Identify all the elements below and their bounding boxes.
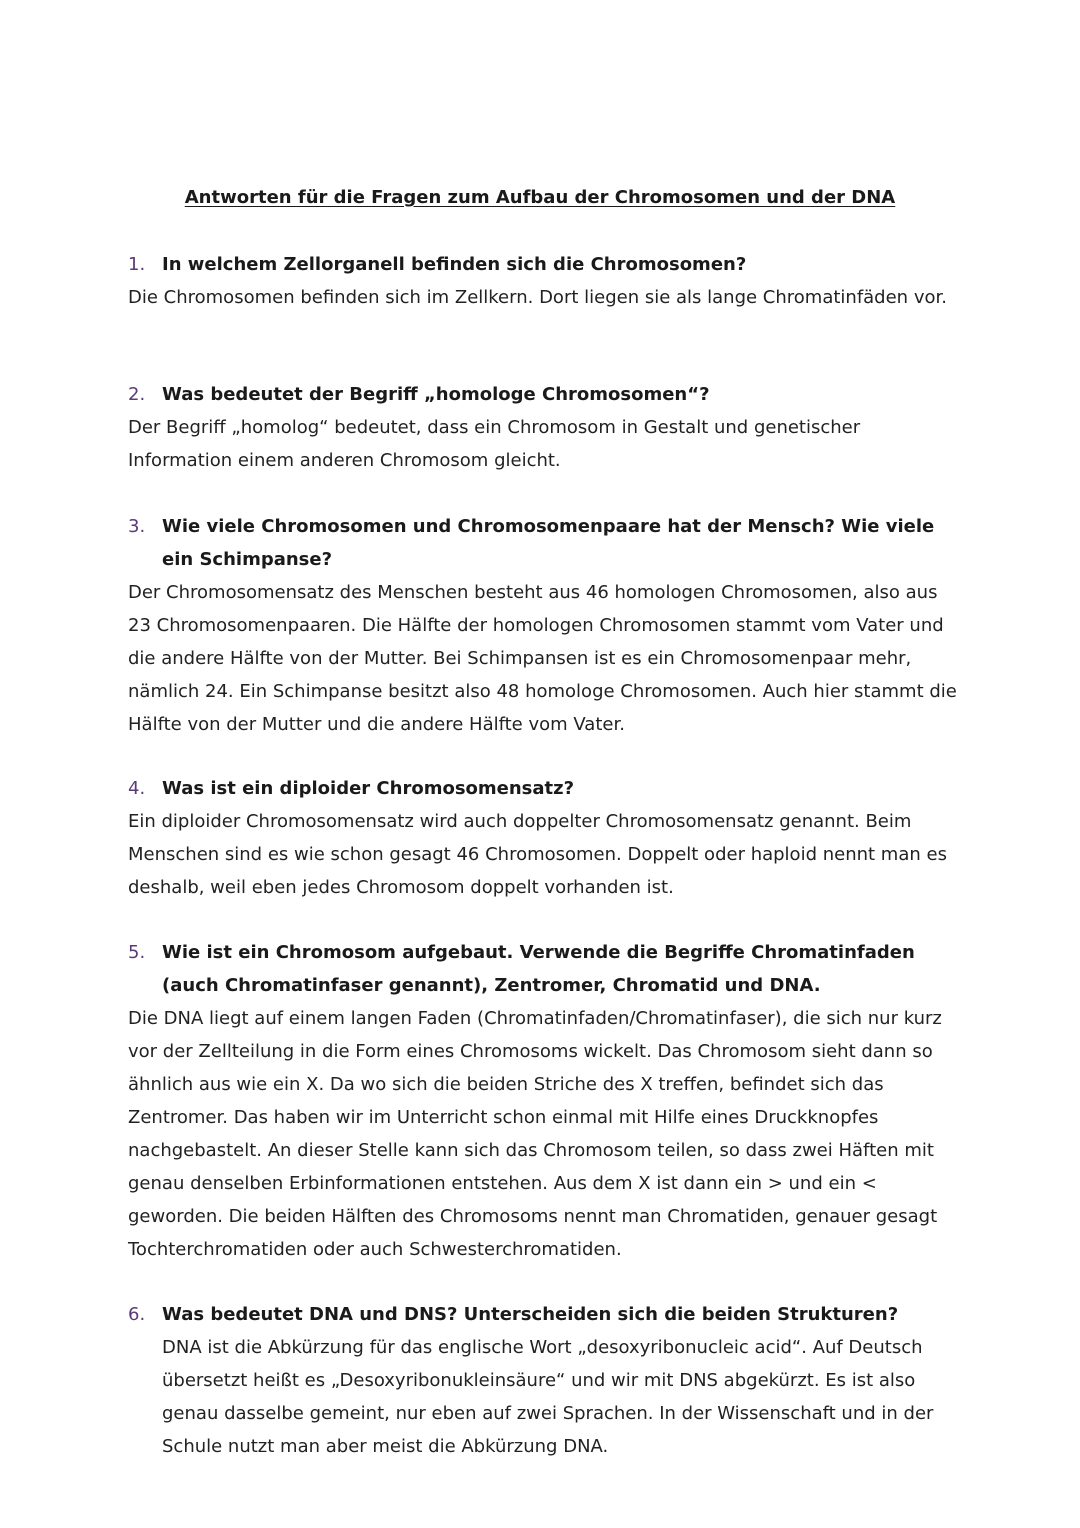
qa-item-5 [128,936,958,1266]
question-number: 6. [128,1304,146,1325]
question-number: 4. [128,778,146,799]
answer-5: Die DNA liegt auf einem langen Faden (Chromatinfaden/Chromatinfaser), die sich nur kurz vor der Zellteilung in die Form eines Chromosoms wickelt. Das Chromosom sieht dann so ähnlich aus wie ein X. Da wo sich die beiden Striche des X treffen, befindet sich das Zentromer. Das haben wir im Unterricht schon einmal mit Hilfe eines Druckknopfes nachgebastelt. An dieser Stelle kann sich das Chromosom teilen, so dass zwei Häften mit genau denselben Erbinformationen entstehen. Aus dem X ist dann ein > und ein < geworden. Die beiden Hälften des Chromosoms nennt man Chromatiden, genauer gesagt Tochterchromatiden oder auch Schwesterchromatiden. [128,1008,942,1260]
question-2 [128,378,958,411]
question-text: Wie viele Chromosomen und Chromosomenpaare hat der Mensch? Wie viele ein Schimpanse? [162,516,935,570]
question-text: Was bedeutet DNA und DNS? Unterscheiden sich die beiden Strukturen? [162,1304,899,1325]
question-3 [128,510,958,576]
qa-item-1 [128,248,958,314]
answer-1: Die Chromosomen befinden sich im Zellkern. Dort liegen sie als lange Chromatinfäden vor. [128,287,947,308]
qa-item-6 [128,1298,958,1463]
document-title: Antworten für die Fragen zum Aufbau der Chromosomen und der DNA [184,187,896,208]
answer-4: Ein diploider Chromosomensatz wird auch doppelter Chromosomensatz genannt. Beim Menschen sind es wie schon gesagt 46 Chromosomen. Doppelt oder haploid nennt man es deshalb, weil eben jedes Chromosom doppelt vorhanden ist. [128,811,947,898]
question-number: 2. [128,384,146,405]
question-text: In welchem Zellorganell befinden sich die Chromosomen? [162,254,747,275]
qa-item-4 [128,772,958,904]
question-number: 3. [128,516,146,537]
question-number: 1. [128,254,146,275]
question-number: 5. [128,942,146,963]
question-text: Was bedeutet der Begriff „homologe Chromosomen“? [162,384,710,405]
question-1 [128,248,958,281]
question-text: Was ist ein diploider Chromosomensatz? [162,778,575,799]
question-6 [128,1298,958,1331]
qa-item-3 [128,510,958,741]
question-text: Wie ist ein Chromosom aufgebaut. Verwende die Begriffe Chromatinfaden (auch Chromatinfaser genannt), Zentromer, Chromatid und DNA. [162,942,915,996]
answer-3: Der Chromosomensatz des Menschen besteht aus 46 homologen Chromosomen, also aus 23 Chromosomenpaaren. Die Hälfte der homologen Chromosomen stammt vom Vater und die andere Hälfte von der Mutter. Bei Schimpansen ist es ein Chromosomenpaar mehr, nämlich 24. Ein Schimpanse besitzt also 48 homologe Chromosomen. Auch hier stammt die Hälfte von der Mutter und die andere Hälfte vom Vater. [128,582,957,735]
answer-2: Der Begriff „homolog“ bedeutet, dass ein Chromosom in Gestalt und genetischer Information einem anderen Chromosom gleicht. [128,417,861,471]
qa-item-2 [128,378,958,477]
question-4 [128,772,958,805]
answer-6: DNA ist die Abkürzung für das englische Wort „desoxyribonucleic acid“. Auf Deutsch übersetzt heißt es „Desoxyribonukleinsäure“ und wir mit DNS abgekürzt. Es ist also genau dasselbe gemeint, nur eben auf zwei Sprachen. In der Wissenschaft und in der Schule nutzt man aber meist die Abkürzung DNA. [162,1337,934,1457]
question-5 [128,936,958,1002]
